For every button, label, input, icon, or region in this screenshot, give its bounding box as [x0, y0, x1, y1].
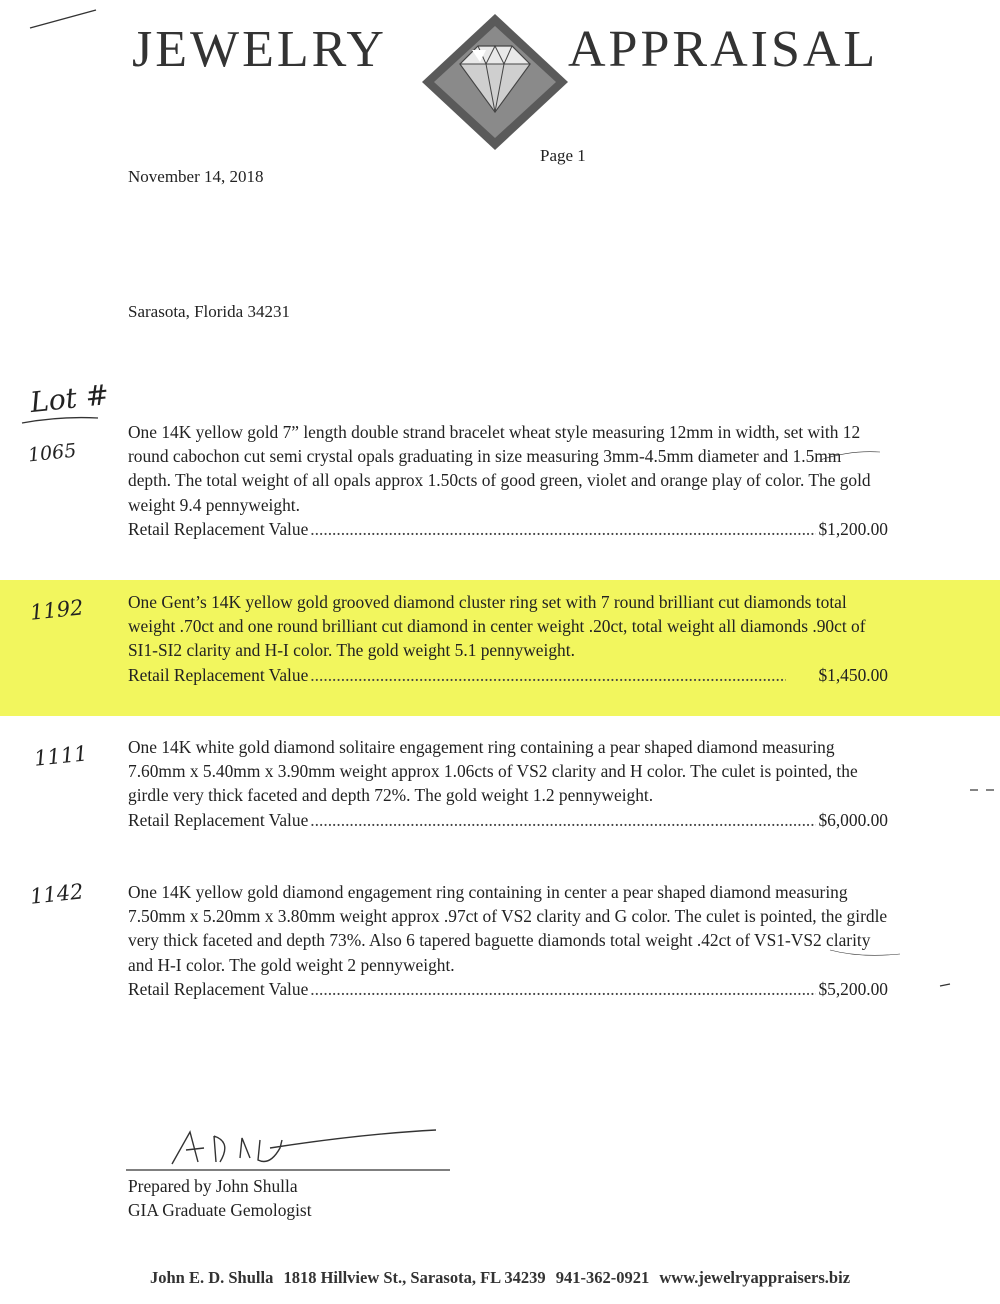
appraisal-item	[128, 590, 888, 687]
retail-value-line	[128, 663, 888, 687]
handwritten-lot-label: Lot #	[28, 377, 111, 420]
prepared-by: Prepared by John Shulla	[128, 1176, 298, 1196]
leader-dots	[310, 663, 786, 687]
leader-dots	[310, 808, 816, 832]
handwritten-lot-number: 1111	[32, 741, 89, 771]
retail-label: Retail Replacement Value	[128, 978, 309, 999]
handwritten-lot-number: 1142	[28, 879, 85, 909]
brand-title-left: JEWELRY	[132, 21, 387, 78]
appraisal-item	[128, 420, 888, 541]
page-number: Page 1	[540, 146, 586, 165]
scan-marks	[800, 430, 1000, 990]
retail-value-line	[128, 517, 888, 541]
item-description: One 14K yellow gold 7” length double strand bracelet wheat style measuring 12mm in width, set with 12 round cabochon cut semi crystal opals graduating in size measuring 3mm-4.5mm diameter and 1.5mm depth. The total weight of all opals approx 1.50cts of good green, violet and orange play of color. The gold weight 9.4 pennyweight.	[128, 422, 871, 515]
retail-value-line	[128, 977, 888, 1001]
item-description: One Gent’s 14K yellow gold grooved diamond cluster ring set with 7 round brilliant cut diamonds total weight .70ct and one round brilliant cut diamond in center weight .20ct, total weight all diamonds .90ct of SI1-SI2 clarity and H-I color. The gold weight 5.1 pennyweight.	[128, 592, 866, 661]
footer-website: www.jewelryappraisers.biz	[659, 1268, 851, 1287]
footer-name: John E. D. Shulla	[149, 1268, 274, 1287]
retail-value: $1,450.00	[818, 664, 888, 685]
retail-value: $1,200.00	[818, 518, 888, 539]
leader-dots	[310, 517, 816, 541]
appraiser-title: GIA Graduate Gemologist	[128, 1200, 312, 1220]
retail-label: Retail Replacement Value	[128, 809, 309, 830]
item-description: One 14K yellow gold diamond engagement ring containing in center a pear shaped diamond measuring 7.50mm x 5.20mm x 3.80mm weight approx .97ct of VS2 clarity and G color. The culet is pointed, the girdle very thick faceted and depth 73%. Also 6 tapered baguette diamonds total weight .42ct of VS1-VS2 clarity and H-I color. The gold weight 2 pennyweight.	[128, 882, 888, 975]
retail-value-line	[128, 808, 888, 832]
appraisal-item	[128, 735, 888, 832]
handwritten-lot-number: 1192	[28, 595, 85, 625]
signature-scrawl	[120, 1118, 460, 1178]
retail-value: $5,200.00	[818, 978, 888, 999]
handwritten-lot-number: 1065	[26, 439, 78, 467]
footer-contact	[0, 1268, 1000, 1288]
item-description: One 14K white gold diamond solitaire engagement ring containing a pear shaped diamond measuring 7.60mm x 5.40mm x 3.90mm weight approx 1.06cts of VS2 clarity and H color. The culet is pointed, the girdle very thick faceted and depth 72%. The gold weight 1.2 pennyweight.	[128, 737, 858, 806]
pen-stroke-mark	[28, 6, 98, 32]
appraisal-item	[128, 880, 888, 1001]
leader-dots	[310, 977, 816, 1001]
client-address: Sarasota, Florida 34231	[128, 302, 290, 321]
retail-label: Retail Replacement Value	[128, 518, 309, 539]
retail-label: Retail Replacement Value	[128, 664, 309, 685]
diamond-gem-icon	[420, 12, 570, 152]
brand-title-right: APPRAISAL	[568, 21, 879, 78]
appraisal-date: November 14, 2018	[128, 167, 264, 186]
retail-value: $6,000.00	[818, 809, 888, 830]
handwritten-underline	[20, 414, 100, 426]
footer-phone: 941-362-0921	[555, 1268, 650, 1287]
footer-street: 1818 Hillview St., Sarasota, FL 34239	[283, 1268, 546, 1287]
